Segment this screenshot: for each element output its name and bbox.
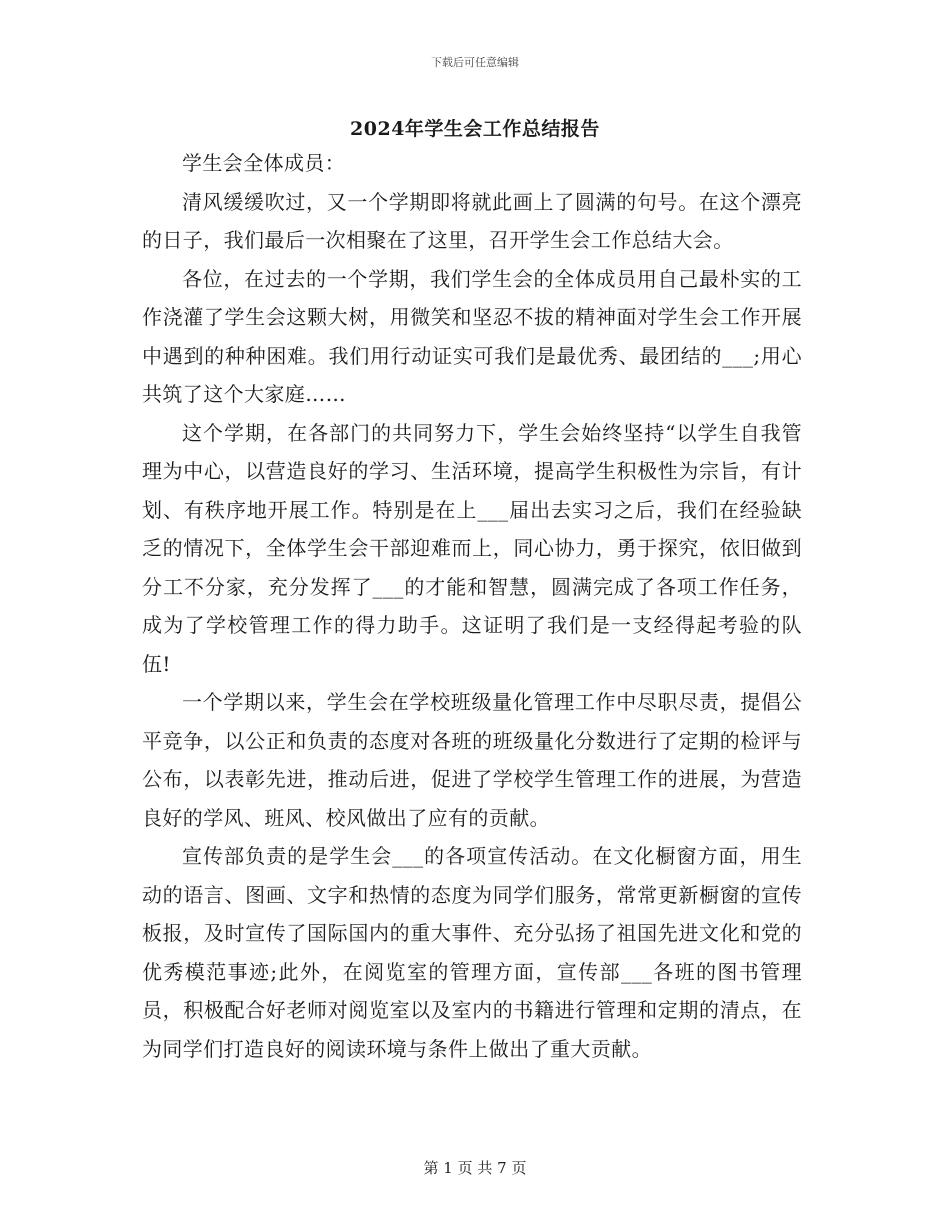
paragraph-3: 这个学期，在各部门的共同努力下，学生会始终坚持“以学生自我管理为中心，以营造良好的学习、生活环境，提高学生积极性为宗旨，有计划、有秩序地开展工作。特别是在上___届出去实习之后，我们在经验缺乏的情况下，全体学生会干部迎难而上，同心协力，勇于探究，依旧做到分工不分家，充分发挥了___的才能和智慧，圆满完成了各项工作任务，成为了学校管理工作的得力助手。这证明了我们是一支经得起考验的队伍! — [142, 420, 802, 676]
salutation: 学生会全体成员： — [182, 151, 346, 175]
page-footer: 第 1 页 共 7 页 — [423, 1159, 527, 1177]
paragraph-2: 各位，在过去的一个学期，我们学生会的全体成员用自己最朴实的工作浇灌了学生会这颗大树，用微笑和坚忍不拔的精神面对学生会工作开展中遇到的种种困难。我们用行动证实可我们是最优秀、最团结的___;用心共筑了这个大家庭…… — [142, 266, 802, 406]
document-title: 2024年学生会工作总结报告 — [350, 118, 600, 140]
document-body — [142, 144, 802, 1068]
paragraph-1: 清风缓缓吹过，又一个学期即将就此画上了圆满的句号。在这个漂亮的日子，我们最后一次相聚在了这里，召开学生会工作总结大会。 — [142, 189, 802, 252]
header-note: 下载后可任意编辑 — [431, 56, 519, 69]
paragraph-4: 一个学期以来，学生会在学校班级量化管理工作中尽职尽责，提倡公平竞争，以公正和负责的态度对各班的班级量化分数进行了定期的检评与公布，以表彰先进，推动后进，促进了学校学生管理工作的进展，为营造良好的学风、班风、校风做出了应有的贡献。 — [142, 690, 802, 830]
paragraph-5: 宣传部负责的是学生会___的各项宣传活动。在文化橱窗方面，用生动的语言、图画、文字和热情的态度为同学们服务，常常更新橱窗的宣传板报，及时宣传了国际国内的重大事件、充分弘扬了祖国先进文化和党的优秀模范事迹;此外，在阅览室的管理方面，宣传部___各班的图书管理员，积极配合好老师对阅览室以及室内的书籍进行管理和定期的清点，在为同学们打造良好的阅读环境与条件上做出了重大贡献。 — [142, 844, 802, 1061]
